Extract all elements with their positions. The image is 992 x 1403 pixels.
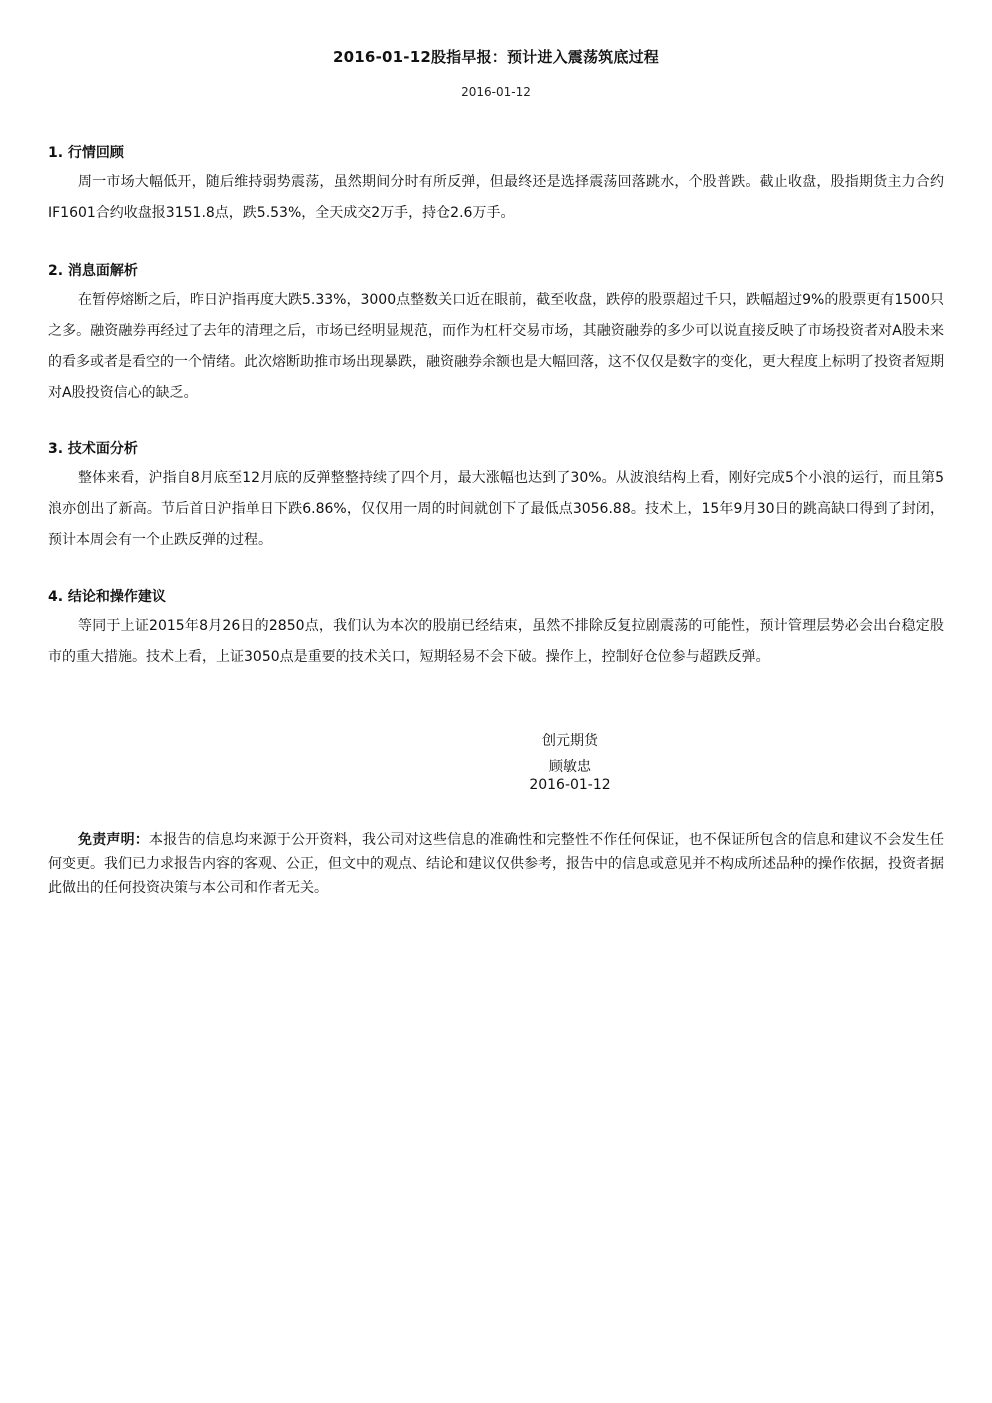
section-body: 整体来看，沪指自8月底至12月底的反弹整整持续了四个月，最大涨幅也达到了30%。从波浪结构上看，刚好完成5个小浪的运行，而且第5浪亦创出了新高。节后首日沪指单日下跌6.86%，仅仅用一周的时间就创下了最低点3056.88。技术上，15年9月30日的跳高缺口得到了封闭，预计本周会有一个止跌反弹的过程。 (48, 470, 944, 548)
section-body: 在暂停熔断之后，昨日沪指再度大跌5.33%，3000点整数关口近在眼前，截至收盘，跌停的股票超过千只，跌幅超过9%的股票更有1500只之多。融资融券再经过了去年的清理之后，市场已经明显规范，而作为杠杆交易市场，其融资融券的多少可以说直接反映了市场投资者对A股未来的看多或者是看空的一个情绪。此次熔断助推市场出现暴跌，融资融券余额也是大幅回落，这不仅仅是数字的变化，更大程度上标明了投资者短期对A股投资信心的缺乏。 (48, 292, 944, 401)
section-heading: 2. 消息面解析 (48, 263, 138, 279)
section-news-analysis (48, 262, 944, 409)
report-date: 2016-01-12 (461, 85, 531, 99)
report-title: 2016-01-12股指早报：预计进入震荡筑底过程 (333, 48, 659, 66)
section-heading: 3. 技术面分析 (48, 441, 138, 457)
signature-date: 2016-01-12 (529, 777, 611, 793)
disclaimer-label: 免责声明： (78, 832, 149, 848)
signature-company: 创元期货 (542, 733, 598, 749)
signature-author: 顾敏忠 (549, 759, 591, 775)
section-conclusion (48, 588, 944, 673)
section-body: 等同于上证2015年8月26日的2850点，我们认为本次的股崩已经结束，虽然不排除反复拉剧震荡的可能性，预计管理层势必会出台稳定股市的重大措施。技术上看，上证3050点是重要的技术关口，短期轻易不会下破。操作上，控制好仓位参与超跌反弹。 (48, 618, 944, 665)
disclaimer-text: 本报告的信息均来源于公开资料，我公司对这些信息的准确性和完整性不作任何保证，也不保证所包含的信息和建议不会发生任何变更。我们已力求报告内容的客观、公正，但文中的观点、结论和建议仅供参考，报告中的信息或意见并不构成所述品种的操作依据，投资者据此做出的任何投资决策与本公司和作者无关。 (48, 832, 944, 896)
section-technical-analysis (48, 440, 944, 556)
section-body: 周一市场大幅低开，随后维持弱势震荡，虽然期间分时有所反弹，但最终还是选择震荡回落跳水，个股普跌。截止收盘，股指期货主力合约IF1601合约收盘报3151.8点，跌5.53%，全天成交2万手，持仓2.6万手。 (48, 174, 944, 221)
section-market-review (48, 144, 944, 229)
section-heading: 4. 结论和操作建议 (48, 589, 166, 605)
section-heading: 1. 行情回顾 (48, 145, 124, 161)
disclaimer (48, 828, 944, 900)
